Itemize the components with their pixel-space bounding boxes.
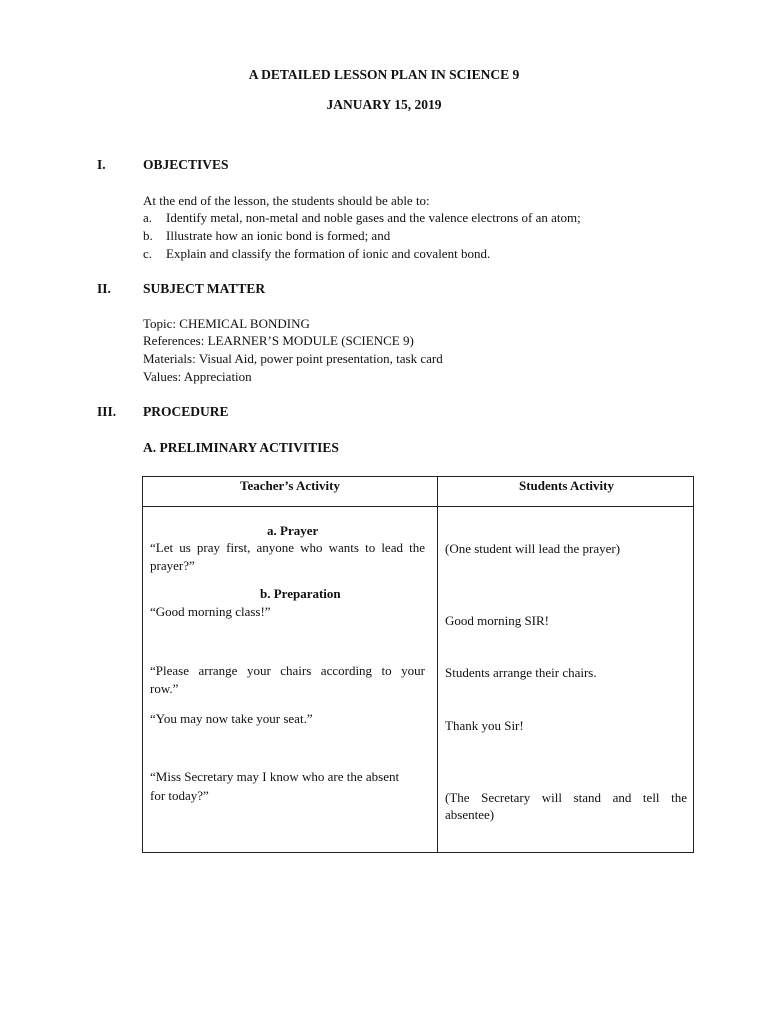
teacher-absent-line-2: for today?”: [150, 788, 209, 803]
student-greeting-response: Good morning SIR!: [445, 613, 549, 628]
subject-values: Values: Appreciation: [143, 369, 252, 384]
section-title-objectives: OBJECTIVES: [143, 157, 229, 172]
subject-materials: Materials: Visual Aid, power point presentation, task card: [143, 351, 443, 366]
objective-letter: c.: [143, 246, 153, 261]
document-title: A DETAILED LESSON PLAN IN SCIENCE 9: [248, 67, 520, 82]
student-arrange-response: Students arrange their chairs.: [445, 665, 597, 680]
activity-table: [142, 476, 694, 853]
subject-references: References: LEARNER’S MODULE (SCIENCE 9): [143, 333, 414, 348]
objectives-intro: At the end of the lesson, the students should be able to:: [143, 193, 430, 208]
teacher-prayer-line-1: “Let us pray first, anyone who wants to lead the: [150, 540, 425, 555]
objective-item: Explain and classify the formation of ionic and covalent bond.: [166, 246, 491, 261]
objective-item: Identify metal, non-metal and noble gases and the valence electrons of an atom;: [166, 210, 581, 225]
section-number-objectives: I.: [97, 157, 106, 172]
preparation-heading: b. Preparation: [260, 586, 341, 601]
teacher-activity-header: Teacher’s Activity: [239, 478, 340, 493]
section-number-subject-matter: II.: [97, 281, 111, 296]
prayer-heading: a. Prayer: [267, 523, 319, 538]
teacher-greeting: “Good morning class!”: [150, 604, 271, 619]
teacher-arrange-line-2: row.”: [150, 681, 179, 696]
student-seat-response: Thank you Sir!: [445, 718, 524, 733]
student-absent-response-line-1: (The Secretary will stand and tell the: [445, 790, 687, 805]
subsection-title: A. PRELIMINARY ACTIVITIES: [143, 440, 339, 455]
section-title-subject-matter: SUBJECT MATTER: [143, 281, 266, 296]
teacher-prayer-line-2: prayer?”: [150, 558, 195, 573]
teacher-seat-instruction: “You may now take your seat.”: [150, 711, 313, 726]
teacher-arrange-line-1: “Please arrange your chairs according to your: [150, 663, 425, 678]
student-absent-response-line-2: absentee): [445, 807, 495, 822]
teacher-absent-line-1: “Miss Secretary may I know who are the absent: [150, 769, 400, 784]
objective-item: Illustrate how an ionic bond is formed; and: [166, 228, 391, 243]
document-date: JANUARY 15, 2019: [326, 97, 442, 112]
section-title-procedure: PROCEDURE: [143, 404, 229, 419]
objective-letter: b.: [143, 228, 153, 243]
subject-topic: Topic: CHEMICAL BONDING: [143, 316, 310, 331]
student-prayer-response: (One student will lead the prayer): [445, 541, 621, 556]
objective-letter: a.: [143, 210, 153, 225]
students-activity-header: Students Activity: [519, 478, 614, 493]
column-divider: [437, 477, 438, 852]
section-number-procedure: III.: [97, 404, 117, 419]
